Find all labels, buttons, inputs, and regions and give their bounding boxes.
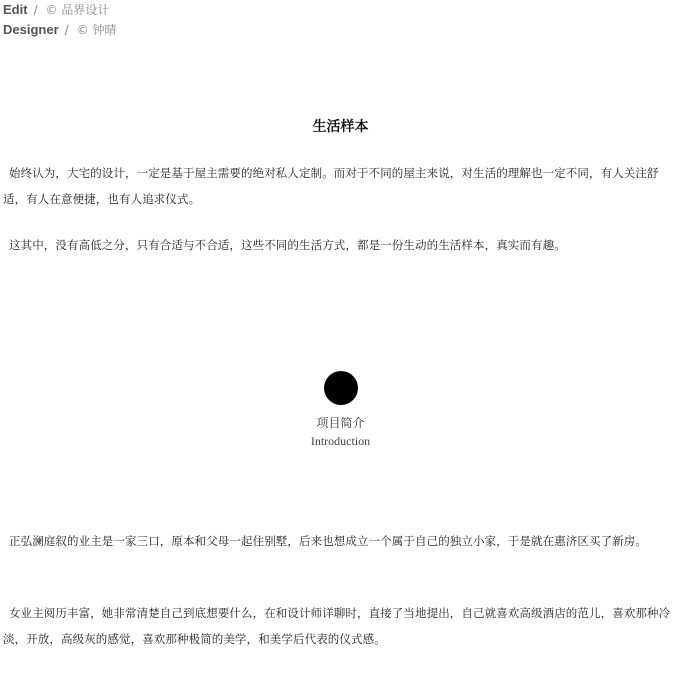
body-paragraph: 正弘澜庭叙的业主是一家三口，原本和父母一起住别墅，后来也想成立一个属于自己的独立小家，于是就在惠济区买了新房。 [9,534,647,548]
credit-name: © 品界设计 [45,3,110,17]
credit-separator: / [33,3,38,17]
credit-designer [3,20,117,40]
intro-paragraph: 这其中，没有高低之分，只有合适与不合适，这些不同的生活方式，都是一份生动的生活样本，真实而有趣。 [9,238,566,252]
section-title-cn: 项目简介 [316,416,365,430]
article-title: 生活样本 [312,119,369,135]
section-title-en: Introduction [310,434,371,448]
credit-role: Edit [3,2,28,17]
body-paragraph: 女业主阅历丰富，她非常清楚自己到底想要什么，在和设计师详聊时，直接了当地提出，自己就喜欢高级酒店的范儿，喜欢那种冷淡，开放，高级灰的感觉，喜欢那种极简的美学，和美学后代表的仪式感。 [3,606,671,646]
section-dot-icon [324,371,358,405]
credits [3,0,117,40]
credit-edit [3,0,117,20]
credit-separator: / [64,23,69,37]
credit-role: Designer [3,22,59,37]
intro-paragraph: 始终认为，大宅的设计，一定是基于屋主需要的绝对私人定制。而对于不同的屋主来说，对生活的理解也一定不同，有人关注舒适，有人在意便捷，也有人追求仪式。 [3,166,659,206]
credit-name: © 钟晴 [76,23,117,37]
